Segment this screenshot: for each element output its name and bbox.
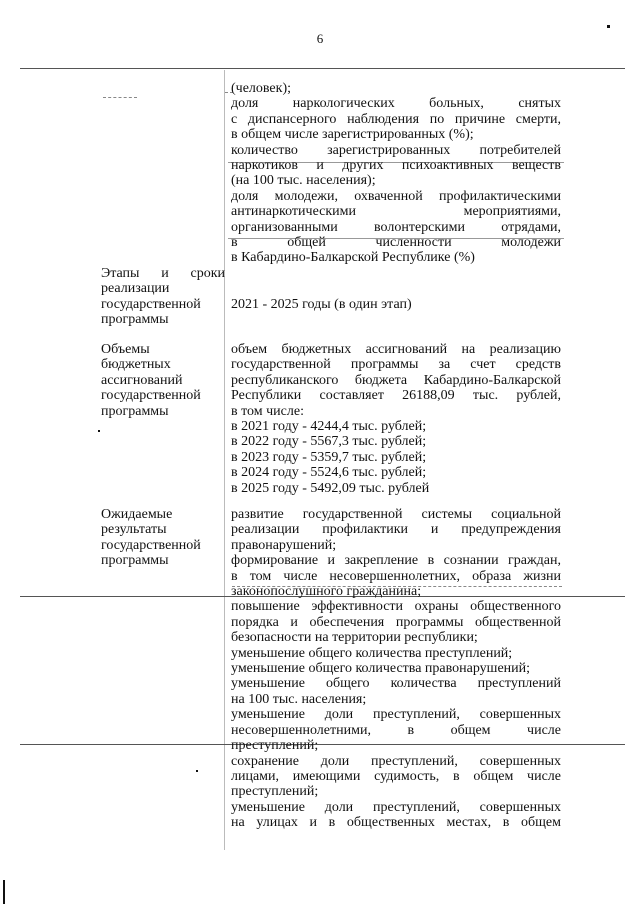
text-line: Республики составляет 26188,09 тыс. рублей, <box>231 388 561 404</box>
stages-value <box>231 297 561 312</box>
text-line: безопасности на территории республики; <box>231 630 478 646</box>
margin-speck <box>196 770 198 772</box>
text-line: государственной программы за счет средств <box>231 357 561 373</box>
text-line: (человек); <box>231 81 291 96</box>
margin-speck <box>98 430 100 432</box>
text-line: преступлений; <box>231 784 319 800</box>
text-line: законопослушного гражданина; <box>231 584 422 600</box>
text-line: сохранение доли преступлений, совершенных <box>231 753 561 769</box>
text-line: развитие государственной системы социальной <box>231 507 561 522</box>
text-line: порядка и обеспечения программы общественной <box>231 614 561 630</box>
results-content <box>231 507 561 831</box>
text-line: в том числе несовершеннолетних, образа жизни <box>231 568 561 584</box>
text-line: правонарушений; <box>231 537 337 553</box>
text-line: (на 100 тыс. населения); <box>231 173 376 189</box>
text-line: уменьшение общего количества преступлений <box>231 676 561 692</box>
page-number: 6 <box>316 31 324 46</box>
text-line: формирование и закрепление в сознании граждан, <box>231 553 561 569</box>
text-line: доля молодежи, охваченной профилактическими <box>231 188 561 204</box>
margin-mark <box>3 880 5 904</box>
text-line: антинаркотическими мероприятиями, <box>231 204 561 220</box>
funding-year-2022: в 2022 году - 5567,3 тыс. рублей; <box>231 434 427 450</box>
text-line: с диспансерного наблюдения по причине смерти, <box>231 111 561 127</box>
text-line: количество зарегистрированных потребителей <box>231 142 561 158</box>
text-line: доля наркологических больных, снятых <box>231 96 561 112</box>
text-line: уменьшение общего количества правонарушений; <box>231 661 531 677</box>
scan-dash <box>103 97 137 98</box>
funding-content <box>231 342 561 496</box>
text-line: в том числе: <box>231 403 304 419</box>
text-line: объем бюджетных ассигнований на реализацию <box>231 342 561 357</box>
text-line: уменьшение доли преступлений, совершенных <box>231 707 561 723</box>
funding-label: Объемы бюджетных ассигнований государственной программы <box>101 342 201 419</box>
text-line: повышение эффективности охраны общественного <box>231 599 561 615</box>
text-line: в общей численности молодежи <box>231 235 561 251</box>
text-line: реализации профилактики и предупреждения <box>231 522 561 538</box>
funding-year-2023: в 2023 году - 5359,7 тыс. рублей; <box>231 449 427 465</box>
table-top-rule <box>20 68 625 69</box>
corner-mark <box>607 25 610 28</box>
text-line: в общем числе зарегистрированных (%); <box>231 127 474 143</box>
column-divider <box>224 70 225 850</box>
text-line: несовершеннолетними, в общем числе <box>231 722 561 738</box>
text-line: преступлений; <box>231 738 319 754</box>
text-line: уменьшение общего количества преступлений; <box>231 645 513 661</box>
text-line: в Кабардино-Балкарской Республике (%) <box>231 250 475 266</box>
results-label: Ожидаемые результаты государственной программы <box>101 507 201 569</box>
text-line: наркотиков и других психоактивных веществ <box>231 158 561 174</box>
funding-year-2025: в 2025 году - 5492,09 тыс. рублей <box>231 480 430 496</box>
text-line: уменьшение доли преступлений, совершенных <box>231 799 561 815</box>
indicators-continuation <box>231 81 561 266</box>
text-line: на 100 тыс. населения; <box>231 691 367 707</box>
text-line: на улицах и в общественных местах, в общем <box>231 815 561 831</box>
text-line: организованными волонтерскими отрядами, <box>231 219 561 235</box>
text-line: 2021 - 2025 годы (в один этап) <box>231 297 412 312</box>
text-line: лицами, имеющими судимость, в общем числе <box>231 768 561 784</box>
funding-year-2021: в 2021 году - 4244,4 тыс. рублей; <box>231 419 427 435</box>
stages-label: Этапы и сроки реализации государственной программы <box>101 266 225 328</box>
funding-year-2024: в 2024 году - 5524,6 тыс. рублей; <box>231 465 427 481</box>
text-line: республиканского бюджета Кабардино-Балкарской <box>231 372 561 388</box>
